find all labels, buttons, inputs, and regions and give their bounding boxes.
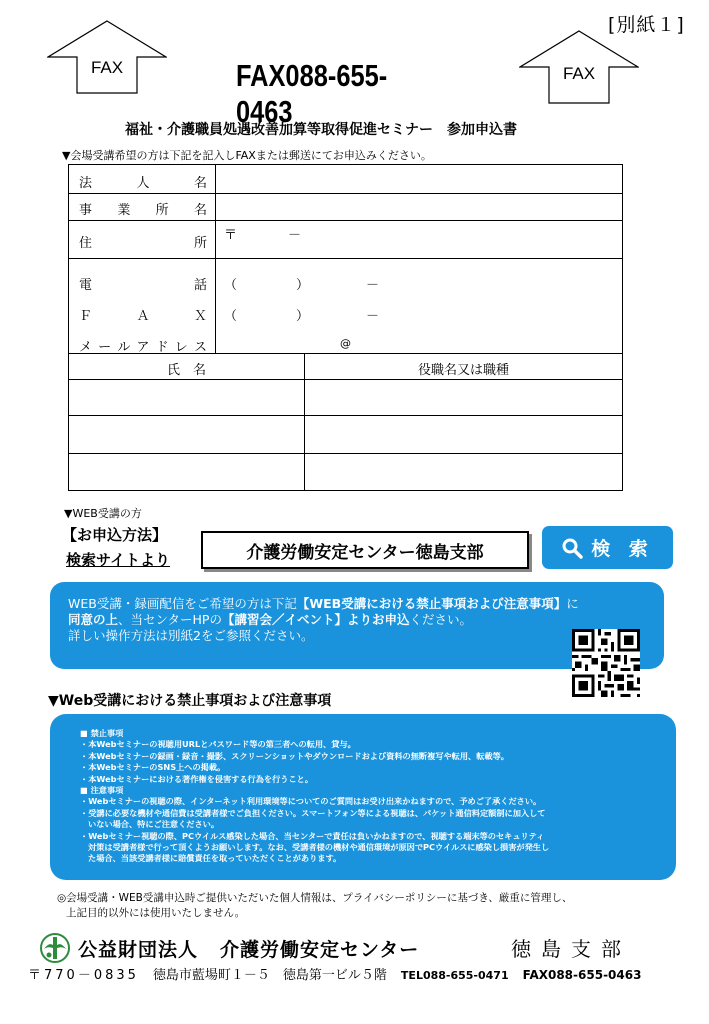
label-fax: Ｆ Ａ Ｘ [79, 309, 207, 324]
rule-line: ・本Webセミナーの録画・録音・撮影、スクリーンショットやダウンロードおよび資料の無断複写や転用、転載等。 [80, 750, 509, 761]
rule-line: ■ 注意事項 [80, 785, 124, 796]
attendee-name-input-3[interactable] [69, 454, 304, 491]
fax-number-heading: FAX088-655-0463 [236, 58, 388, 129]
fax-arrow-right [519, 30, 639, 104]
annex-label: [別紙１] [608, 14, 685, 36]
col-name-header: 氏 名 [166, 363, 206, 378]
search-button-label: 検 索 [591, 538, 654, 560]
label-office: 事 業 所 名 [79, 203, 207, 218]
form-note: ▼会場受講希望の方は下記を記入しFAXまたは郵送にてお申込みください。 [62, 149, 432, 162]
attendee-name-input-2[interactable] [69, 416, 304, 453]
rule-line: 対策は受講者様で行って頂くようお願いします。なお、受講者様の機材や通信環境が原因でPCウイルスに感染し損害が発生し [88, 842, 550, 853]
organization [40, 933, 419, 963]
qr-code-icon[interactable] [572, 629, 640, 697]
postal-mark: 〒 [224, 228, 238, 243]
application-table [68, 164, 623, 491]
branch-name: 徳島支部 [511, 937, 631, 961]
rule-line: ・本Webセミナーにおける著作権を侵害する行為を行うこと。 [80, 773, 314, 784]
contact-input[interactable]: （ ） － （ ） － @ [224, 278, 380, 350]
rule-line: ■ 禁止事項 [80, 728, 124, 738]
web-note: ▼WEB受講の方 [64, 507, 142, 520]
at-mark: @ [340, 337, 351, 350]
organization-logo-icon [40, 933, 70, 963]
rule-line: ・Webセミナー視聴の際、PCウイルス感染した場合、当センターで責任は負いかねますので、視聴する端末等のセキュリティ [80, 830, 545, 841]
search-icon [561, 537, 583, 559]
attendee-title-input-2[interactable] [305, 416, 622, 453]
label-address: 住 所 [79, 236, 207, 251]
label-corporation: 法 人 名 [79, 176, 207, 191]
privacy-note: ◎会場受講・WEB受講申込時ご提供いただいた個人情報は、プライバシーポリシーに基づき、厳重に管理し、 上記目的以外には使用いたしません。 [57, 892, 573, 919]
rule-line: ・Webセミナーの視聴の際、インターネット利用環境等についてのご質問はお受け出来かねますので、予めご了承ください。 [80, 796, 542, 807]
up-arrow-icon [47, 20, 167, 94]
street-address: 徳島市藍場町１－５ 徳島第一ビル５階 [152, 968, 387, 983]
corporation-input[interactable] [216, 165, 622, 193]
label-tel: 電 話 [79, 278, 207, 293]
rules-box [50, 714, 676, 880]
rule-line: た場合、当該受講者様に賠償責任を取っていただくことがあります。 [88, 853, 342, 864]
col-title-header: 役職名又は職種 [417, 363, 509, 378]
org-type: 公益財団法人 [78, 938, 199, 961]
footer-fax: FAX088-655-0463 [522, 968, 642, 982]
attendee-name-input-1[interactable] [69, 380, 304, 415]
search-text-box: 介護労働安定センター徳島支部 [201, 531, 529, 569]
application-method: 【お申込方法】 検索サイトより [62, 526, 170, 569]
label-mail: メ ー ル ア ド レ ス [79, 340, 207, 355]
rules-section-title: ▼Web受講における禁止事項および注意事項 [48, 693, 332, 709]
postal-dash: － [288, 228, 302, 243]
form-title: 福祉・介護職員処遇改善加算等取得促進セミナー 参加申込書 [125, 122, 517, 138]
attendee-title-input-3[interactable] [305, 454, 622, 491]
rule-line: ・受講に必要な機材や通信費は受講者様でご負担ください。スマートフォン等による視聴は、パケット通信料定額制に加入して [80, 807, 546, 818]
search-button[interactable] [542, 526, 673, 569]
fax-arrow-left [47, 20, 167, 94]
office-input[interactable] [216, 194, 622, 220]
address-input[interactable] [216, 221, 622, 258]
address-line [28, 964, 641, 983]
fax-arrow-left-label: FAX [90, 58, 124, 77]
footer-tel: TEL088-655-0471 [400, 969, 509, 982]
attendee-title-input-1[interactable] [305, 380, 622, 415]
org-name: 介護労働安定センター [220, 938, 420, 961]
rule-line: ・本WebセミナーのSNS上への掲載。 [80, 762, 226, 773]
rule-line: いない場合、特にご注意ください。 [88, 819, 220, 830]
rule-line: ・本Webセミナーの視聴用URLとパスワード等の第三者への転用、貸与。 [80, 739, 356, 750]
web-info-box: WEB受講・録画配信をご希望の方は下記【WEB受講における禁止事項および注意事項】に 同意の上、当センターHPの【講習会／イベント】よりお申込ください。 詳しい操作方法は別紙2をご参照ください。 [50, 582, 664, 669]
fax-arrow-right-label: FAX [562, 64, 596, 83]
postal-code: 〒770－0835 [28, 968, 139, 983]
